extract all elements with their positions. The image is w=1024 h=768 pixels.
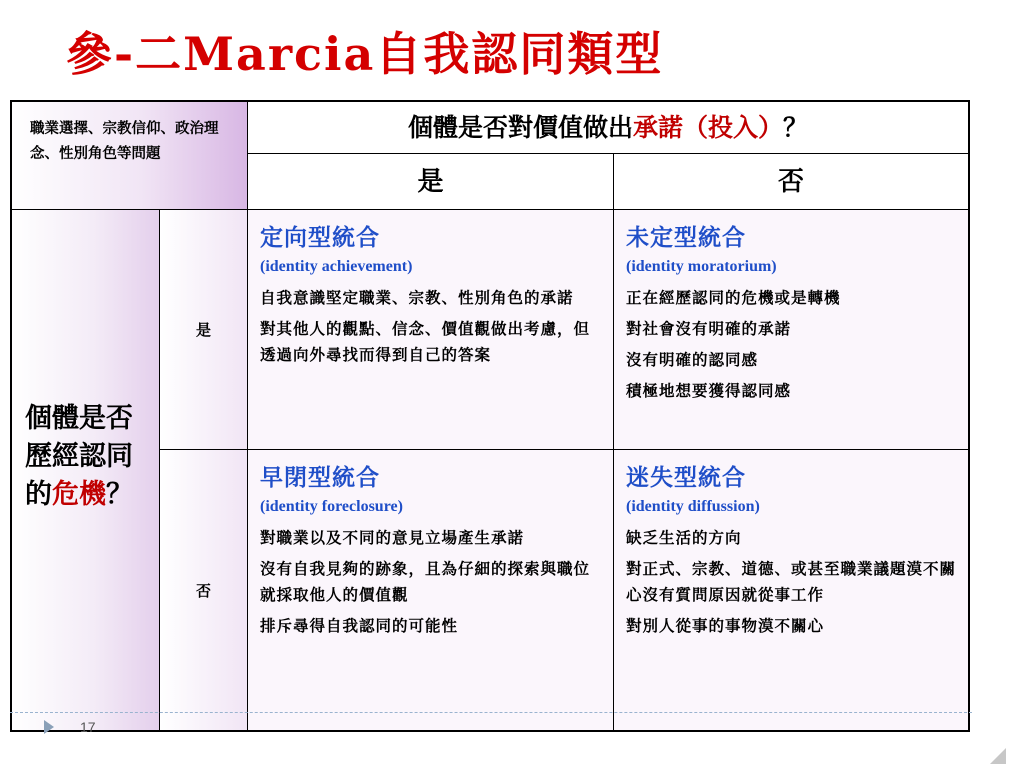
cell-identity-diffusion [614,450,968,730]
cell-english-term: (identity achievement) [260,258,413,275]
row-header-yes: 是 [160,210,248,450]
cell-title: 未定型統合 [626,224,746,251]
column-header-no: 否 [614,154,968,210]
cell-description: 對其他人的觀點、信念、價值觀做出考慮，但透過向外尋找而得到自己的答案 [260,319,591,364]
commitment-question-header [248,102,968,154]
cell-description: 排斥尋得自我認同的可能性 [260,616,459,635]
cell-identity-foreclosure [248,450,614,730]
cell-description: 正在經歷認同的危機或是轉機 [626,288,841,307]
corner-arrow-icon [990,748,1006,764]
column-header-yes: 是 [248,154,614,210]
cell-title: 早閉型統合 [260,464,380,491]
cell-description: 沒有明確的認同感 [626,350,759,369]
crisis-question-row-header [12,210,160,730]
crisis-question-mark: ？ [106,479,133,510]
cell-description: 缺乏生活的方向 [626,528,742,547]
cell-description: 對社會沒有明確的承諾 [626,319,792,338]
slide-title: 參-二Marcia自我認同類型 [66,27,664,81]
commitment-question-text: 個體是否對價值做出 [407,113,633,142]
cell-description: 沒有自我見夠的跡象，且為仔細的探索與職位就採取他人的價值觀 [260,559,591,604]
footer-divider [10,712,972,713]
cell-title: 迷失型統合 [626,464,746,491]
corner-label: 職業選擇、宗教信仰、政治理念、性別角色等問題 [12,102,248,210]
commitment-emphasis: 承諾（投入） [632,113,783,142]
cell-description: 對正式、宗教、道德、或甚至職業議題漠不關心沒有質問原因就從事工作 [626,559,957,604]
crisis-emphasis: 危機 [52,479,106,510]
cell-identity-achievement [248,210,614,450]
cell-identity-moratorium [614,210,968,450]
cell-description: 對別人從事的事物漠不關心 [626,616,825,635]
page-number: 17 [80,719,96,735]
cell-english-term: (identity foreclosure) [260,498,403,515]
row-header-no: 否 [160,450,248,730]
page-marker-icon [44,720,54,734]
identity-status-table [10,100,970,732]
cell-description: 自我意識堅定職業、宗教、性別角色的承諾 [260,288,574,307]
cell-description: 對職業以及不同的意見立場產生承諾 [260,528,525,547]
commitment-question-mark: ？ [783,113,809,142]
cell-english-term: (identity diffussion) [626,498,760,515]
cell-description: 積極地想要獲得認同感 [626,381,792,400]
cell-english-term: (identity moratorium) [626,258,777,275]
crisis-question-main: 個體是否歷經認同的 [25,403,133,510]
crisis-question-text [25,400,145,514]
cell-title: 定向型統合 [260,224,380,251]
